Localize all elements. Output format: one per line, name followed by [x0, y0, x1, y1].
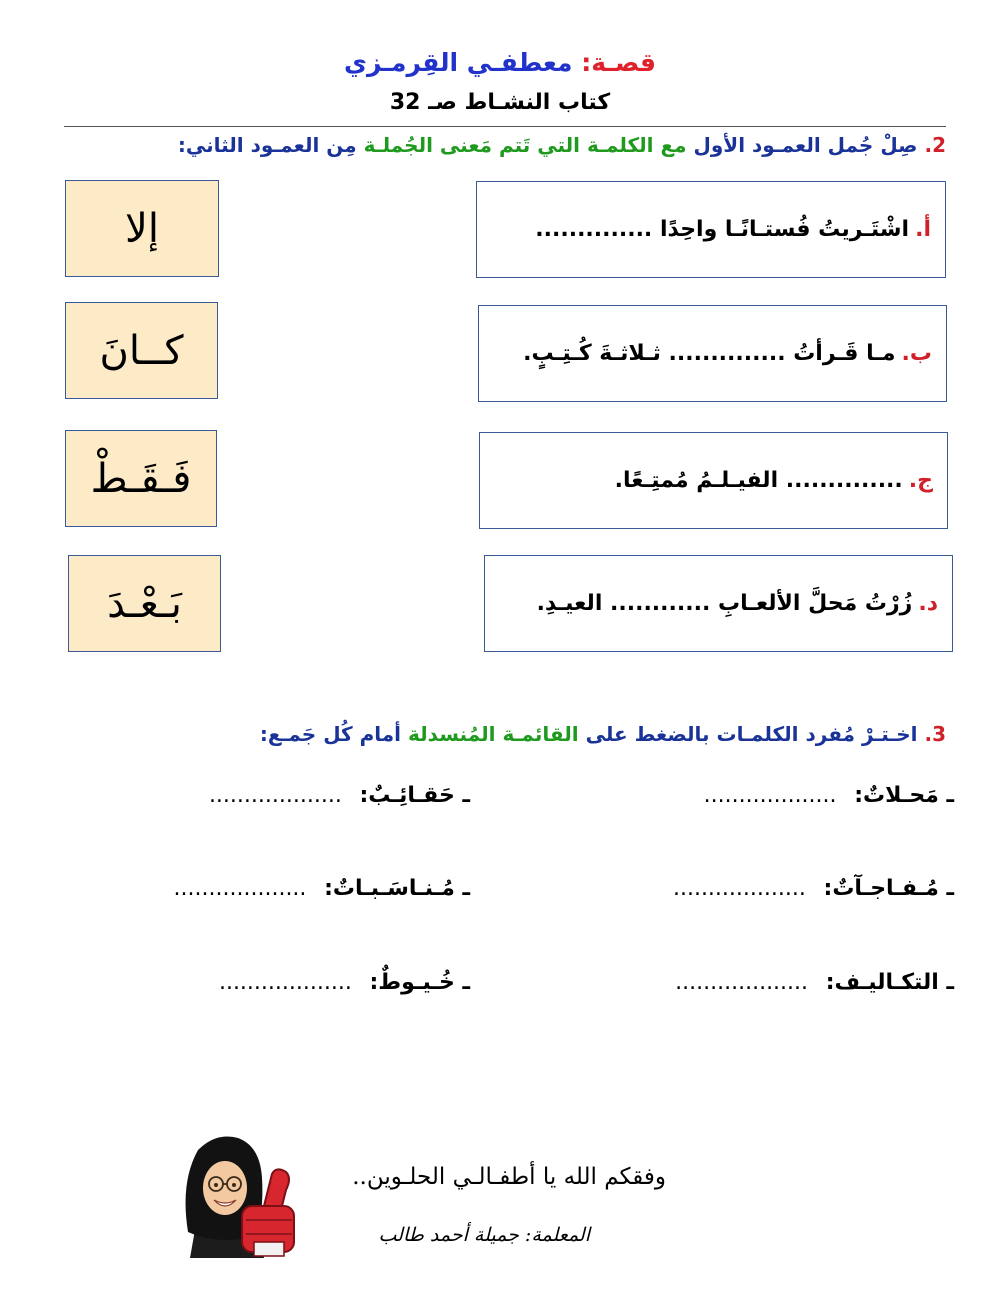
closing-message: وفقكم الله يا أطفـالـي الحلـوين..	[352, 1164, 666, 1190]
answer-dropdown[interactable]: ...................	[208, 783, 342, 808]
word-box-baada[interactable]: بَـعْـدَ	[68, 555, 221, 652]
section2-number: 2.	[924, 133, 946, 157]
plural-item-mahallat	[704, 783, 954, 808]
answer-dropdown[interactable]: ...................	[173, 876, 307, 901]
section2-instr-part2: مع الكلمـة التي تَتم مَعنى الجُملـة	[363, 133, 687, 157]
plural-word: ـ مُـنـاسَـبـاتٌ:	[324, 876, 470, 901]
answer-dropdown[interactable]: ...................	[672, 876, 806, 901]
sentence-letter: أ.	[915, 217, 931, 242]
sentence-box-c[interactable]	[479, 432, 948, 529]
sentence-text: اشْتَـريتُ فُستـانًـا واحِدًا ..............	[535, 217, 910, 242]
plural-item-khuyut	[219, 970, 470, 995]
section2-instruction	[178, 133, 946, 157]
header-divider	[64, 126, 946, 127]
plural-word: ـ التكـاليـف:	[825, 970, 954, 995]
section3-instr-part1: اخـتـرْ مُفرد الكلمـات بالضغط على	[585, 722, 918, 746]
sentence-box-a[interactable]	[476, 181, 946, 278]
sentence-letter: ج.	[908, 468, 933, 493]
sentence-text: زُرْتُ مَحلَّ الألعـابِ ............ العيـدِ.	[536, 591, 913, 616]
answer-dropdown[interactable]: ...................	[218, 970, 352, 995]
section3-instr-part3: أمام كُل جَمـع:	[259, 722, 402, 746]
section3-instr-part2: القائمـة المُنسدلة	[408, 722, 579, 746]
page-title	[0, 48, 1000, 77]
section3-instruction	[260, 722, 946, 746]
answer-dropdown[interactable]: ...................	[675, 970, 809, 995]
plural-item-munasabat	[174, 876, 470, 901]
word-box-kana[interactable]: كــانَ	[65, 302, 218, 399]
answer-dropdown[interactable]: ...................	[703, 783, 837, 808]
book-reference: كتاب النشـاط صـ 32	[389, 90, 611, 115]
teacher-avatar	[176, 1132, 308, 1258]
sentence-letter: ب.	[901, 341, 932, 366]
sentence-text: .............. الفيـلـمُ مُمتِـعًا.	[614, 468, 903, 493]
plural-item-mufajaat	[673, 876, 954, 901]
sentence-letter: د.	[918, 591, 938, 616]
sentence-box-d[interactable]	[484, 555, 953, 652]
plural-word: ـ مَحـلاتٌ:	[854, 783, 954, 808]
section2-instr-part1: صِلْ جُمل العمـود الأول	[693, 133, 918, 157]
sentence-text: مـا قَـرأتُ .............. ثـلاثـةَ كُـتِـبٍ.	[523, 341, 896, 366]
word-box-faqat[interactable]: فَـقَـطْ	[65, 430, 217, 527]
story-label: قصـة:	[581, 48, 656, 77]
section2-instr-part3: مِن العمـود الثاني:	[177, 133, 357, 157]
plural-word: ـ خُـيـوطٌ:	[369, 970, 470, 995]
plural-word: ـ حَقـائِـبٌ:	[359, 783, 470, 808]
plural-word: ـ مُـفـاجـآتٌ:	[823, 876, 954, 901]
section3-number: 3.	[924, 722, 946, 746]
sentence-box-b[interactable]	[478, 305, 947, 402]
plural-item-takalif	[675, 970, 954, 995]
plural-item-haqaib	[209, 783, 470, 808]
story-name: معطفـي القِرمـزي	[344, 48, 573, 77]
word-box-illa[interactable]: إلا	[65, 180, 219, 277]
teacher-signature: المعلمة: جميلة أحمد طالب	[378, 1224, 590, 1246]
